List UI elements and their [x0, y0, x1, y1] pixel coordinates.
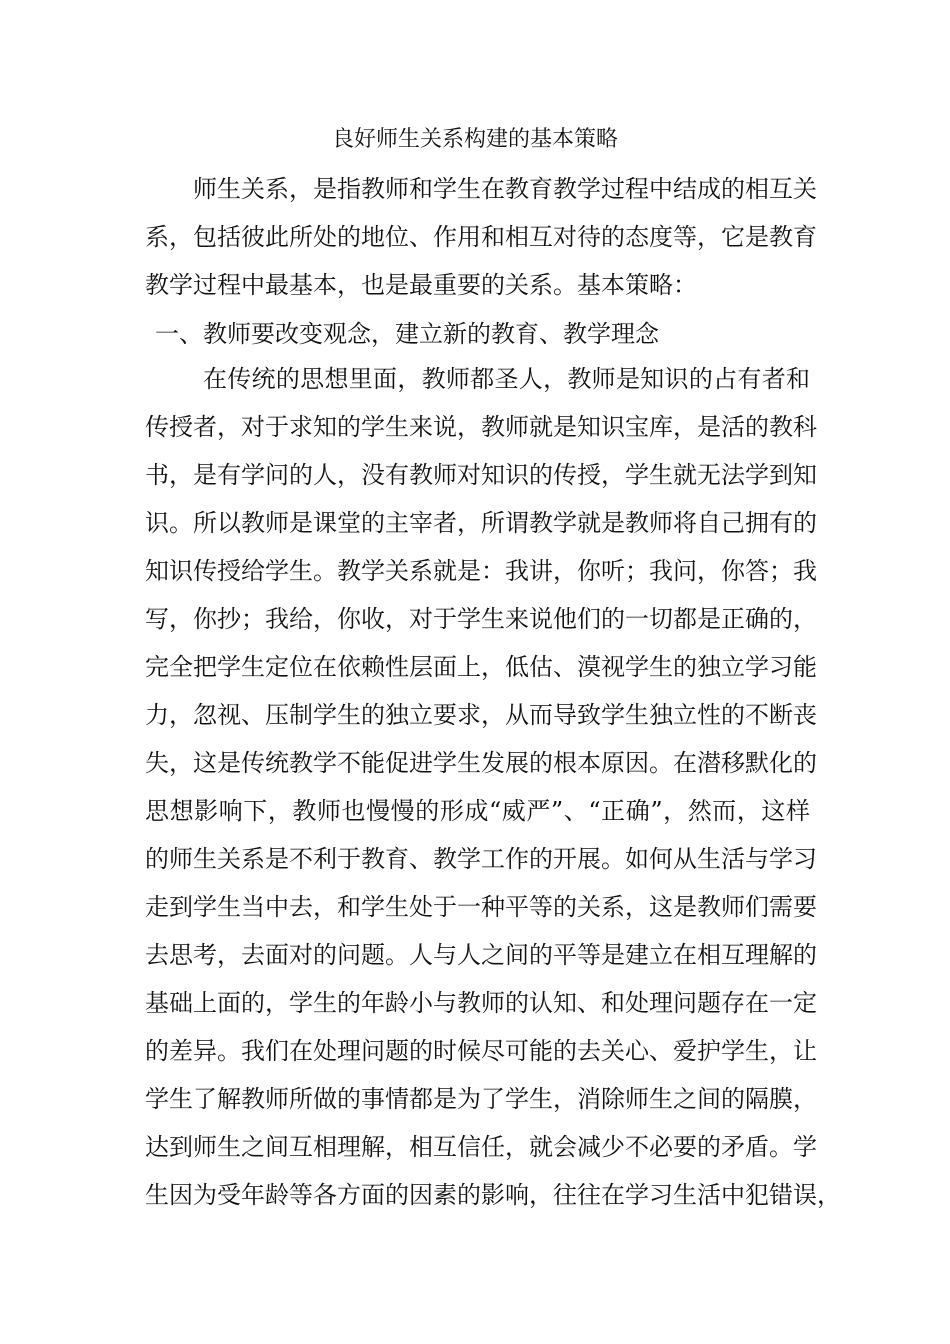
- paragraph-line: 识。所以教师是课堂的主宰者，所谓教学就是教师将自己拥有的: [145, 509, 817, 537]
- paragraph-line: 完全把学生定位在依赖性层面上，低估、漠视学生的独立学习能: [145, 653, 817, 681]
- paragraph-line: 传授者，对于求知的学生来说，教师就是知识宝库，是活的教科: [145, 413, 817, 441]
- intro-paragraph: [145, 165, 817, 309]
- paragraph-line: 学生了解教师所做的事情都是为了学生，消除师生之间的隔膜，: [145, 1085, 817, 1113]
- paragraph-line: 书，是有学问的人，没有教师对知识的传授，学生就无法学到知: [145, 461, 817, 489]
- paragraph-line: 达到师生之间互相理解，相互信任，就会减少不必要的矛盾。学: [145, 1133, 817, 1161]
- paragraph-line: 走到学生当中去，和学生处于一种平等的关系，这是教师们需要: [145, 893, 817, 921]
- body-paragraph: [145, 355, 841, 1219]
- paragraph-line: 生因为受年龄等各方面的因素的影响，往往在学习生活中犯错误，: [145, 1181, 841, 1209]
- document-title: 良好师生关系构建的基本策略: [331, 127, 618, 152]
- paragraph-line: 写，你抄；我给，你收，对于学生来说他们的一切都是正确的，: [145, 605, 817, 633]
- paragraph-line: 基础上面的，学生的年龄小与教师的认知、和处理问题存在一定: [145, 989, 817, 1017]
- paragraph-line: 失，这是传统教学不能促进学生发展的根本原因。在潜移默化的: [145, 749, 817, 777]
- paragraph-line: 思想影响下，教师也慢慢的形成“威严”、“正确”，然而，这样: [145, 797, 810, 825]
- paragraph-line: 去思考，去面对的问题。人与人之间的平等是建立在相互理解的: [145, 941, 817, 969]
- paragraph-line: 知识传授给学生。教学关系就是：我讲，你听；我问，你答；我: [145, 557, 817, 585]
- paragraph-line: 的师生关系是不利于教育、教学工作的开展。如何从生活与学习: [145, 845, 817, 873]
- section-heading: 一、教师要改变观念，建立新的教育、教学理念: [155, 320, 659, 348]
- paragraph-line: 在传统的思想里面，教师都圣人，教师是知识的占有者和: [203, 365, 810, 393]
- intro-line: 师生关系，是指教师和学生在教育教学过程中结成的相互关: [193, 175, 817, 203]
- intro-line: 教学过程中最基本，也是最重要的关系。基本策略：: [145, 271, 697, 299]
- paragraph-line: 的差异。我们在处理问题的时候尽可能的去关心、爱护学生，让: [145, 1037, 817, 1065]
- intro-line: 系，包括彼此所处的地位、作用和相互对待的态度等，它是教育: [145, 223, 817, 251]
- paragraph-line: 力，忽视、压制学生的独立要求，从而导致学生独立性的不断丧: [145, 701, 817, 729]
